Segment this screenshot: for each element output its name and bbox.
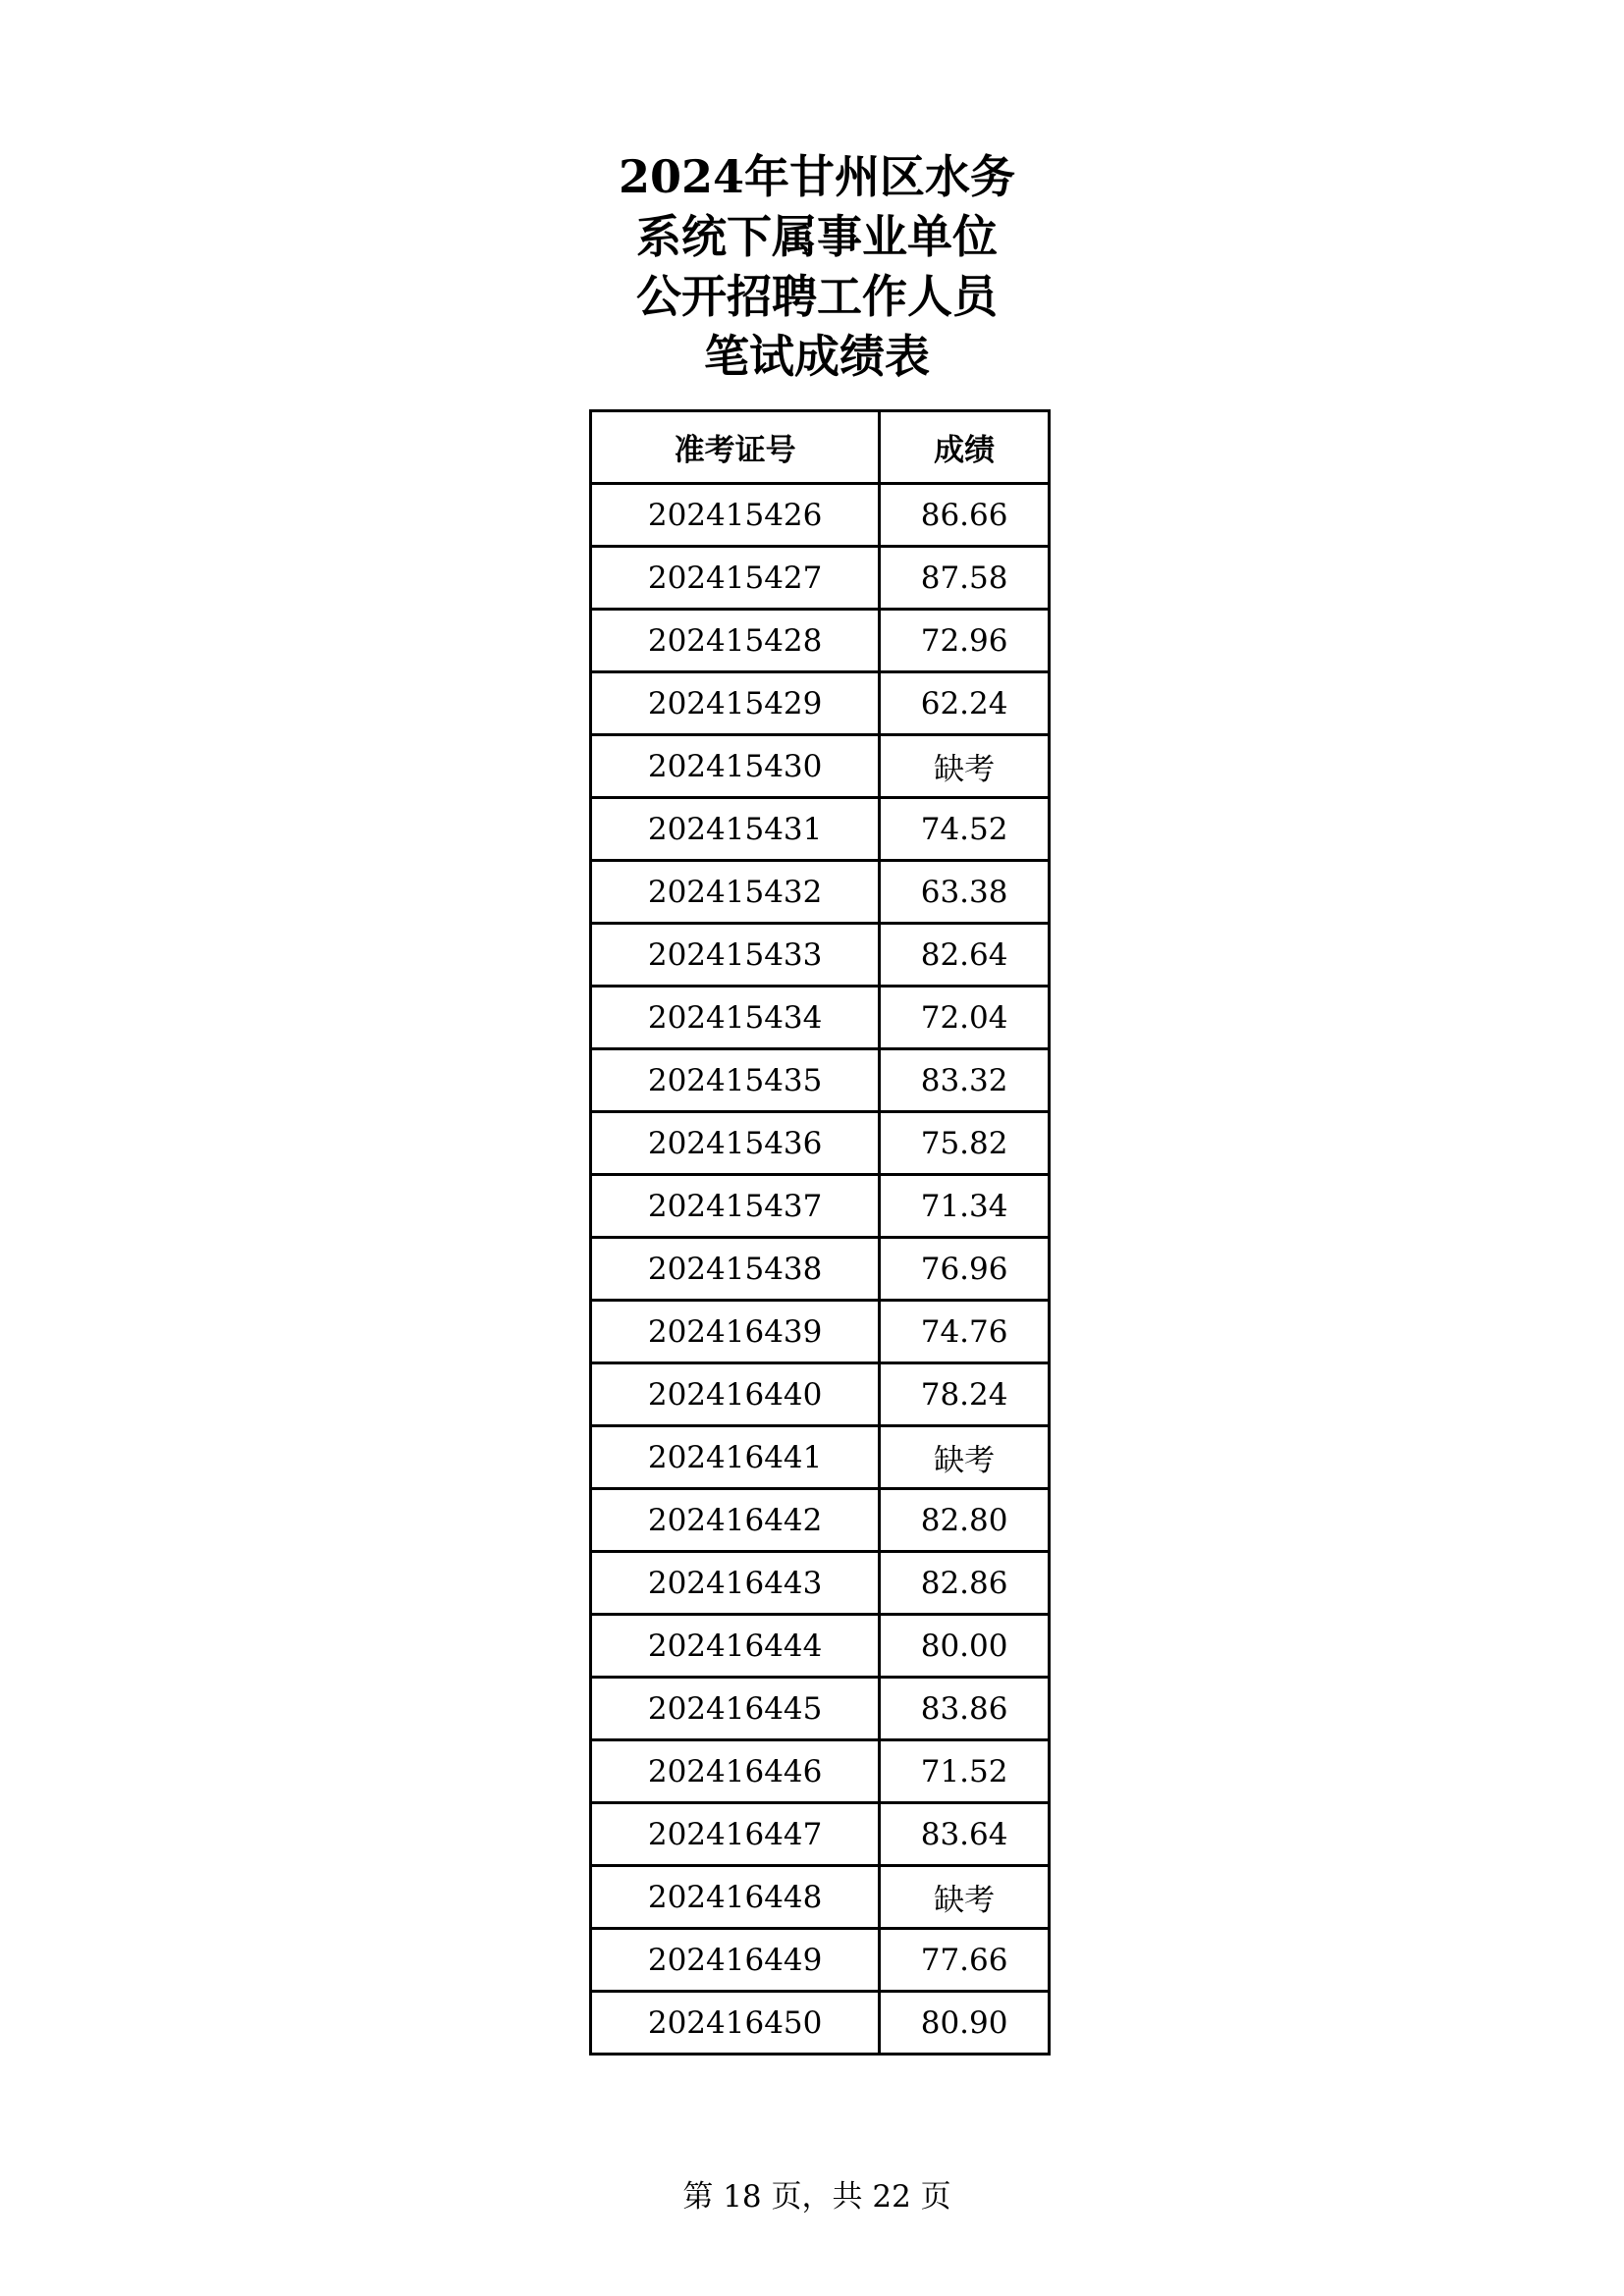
- title-line-2: 系统下属事业单位: [636, 210, 998, 263]
- table-row: [591, 1363, 1050, 1426]
- exam-id-cell: 202416444: [591, 1615, 880, 1678]
- score-cell: 83.32: [880, 1049, 1050, 1112]
- title-line-3: 公开招聘工作人员: [636, 270, 998, 323]
- score-cell: 63.38: [880, 861, 1050, 924]
- exam-id-cell: 202416442: [591, 1489, 880, 1552]
- title-line-4: 笔试成绩表: [704, 330, 930, 383]
- score-cell: 74.52: [880, 798, 1050, 861]
- table-row: [591, 1992, 1050, 2055]
- page-title: [0, 147, 1624, 387]
- table-row: [591, 672, 1050, 735]
- exam-id-cell: 202416446: [591, 1740, 880, 1803]
- table-row: [591, 1866, 1050, 1929]
- table-row: [591, 1740, 1050, 1803]
- exam-id-cell: 202416450: [591, 1992, 880, 2055]
- table-row: [591, 1803, 1050, 1866]
- exam-id-cell: 202415434: [591, 987, 880, 1049]
- exam-id-cell: 202416443: [591, 1552, 880, 1615]
- page-number: 第 18 页，共 22 页: [682, 2179, 951, 2215]
- score-cell: 71.52: [880, 1740, 1050, 1803]
- exam-id-cell: 202415431: [591, 798, 880, 861]
- exam-id-cell: 202415428: [591, 610, 880, 672]
- exam-id-cell: 202415432: [591, 861, 880, 924]
- table-row: [591, 735, 1050, 798]
- score-cell: 72.04: [880, 987, 1050, 1049]
- table-row: [591, 1049, 1050, 1112]
- exam-id-cell: 202416449: [591, 1929, 880, 1992]
- table-row: [591, 1678, 1050, 1740]
- exam-id-cell: 202415429: [591, 672, 880, 735]
- exam-id-cell: 202415438: [591, 1238, 880, 1301]
- table-row: [591, 1112, 1050, 1175]
- score-cell: 缺考: [880, 1866, 1050, 1929]
- header-score: 成绩: [880, 411, 1050, 484]
- table-row: [591, 861, 1050, 924]
- table-row: [591, 1301, 1050, 1363]
- exam-id-cell: 202415436: [591, 1112, 880, 1175]
- exam-id-cell: 202415426: [591, 484, 880, 547]
- exam-id-cell: 202415437: [591, 1175, 880, 1238]
- table-row: [591, 924, 1050, 987]
- table-row: [591, 1552, 1050, 1615]
- table-row: [591, 1238, 1050, 1301]
- exam-id-cell: 202415430: [591, 735, 880, 798]
- table-row: [591, 987, 1050, 1049]
- exam-id-cell: 202415427: [591, 547, 880, 610]
- exam-id-cell: 202415433: [591, 924, 880, 987]
- score-cell: 缺考: [880, 1426, 1050, 1489]
- exam-id-cell: 202416445: [591, 1678, 880, 1740]
- exam-id-cell: 202416440: [591, 1363, 880, 1426]
- exam-id-cell: 202416441: [591, 1426, 880, 1489]
- exam-id-cell: 202416439: [591, 1301, 880, 1363]
- exam-id-cell: 202416447: [591, 1803, 880, 1866]
- header-exam-id: 准考证号: [591, 411, 880, 484]
- table-body: [591, 484, 1050, 2055]
- score-cell: 77.66: [880, 1929, 1050, 1992]
- score-cell: 82.80: [880, 1489, 1050, 1552]
- title-line-1: 2024年甘州区水务: [618, 150, 1016, 203]
- table-row: [591, 547, 1050, 610]
- exam-id-cell: 202416448: [591, 1866, 880, 1929]
- score-cell: 80.90: [880, 1992, 1050, 2055]
- score-cell: 62.24: [880, 672, 1050, 735]
- score-cell: 76.96: [880, 1238, 1050, 1301]
- score-cell: 83.86: [880, 1678, 1050, 1740]
- score-cell: 缺考: [880, 735, 1050, 798]
- score-cell: 82.86: [880, 1552, 1050, 1615]
- score-cell: 83.64: [880, 1803, 1050, 1866]
- score-cell: 80.00: [880, 1615, 1050, 1678]
- score-cell: 86.66: [880, 484, 1050, 547]
- table-row: [591, 1929, 1050, 1992]
- exam-id-cell: 202415435: [591, 1049, 880, 1112]
- score-cell: 74.76: [880, 1301, 1050, 1363]
- table-row: [591, 484, 1050, 547]
- table-row: [591, 1615, 1050, 1678]
- score-table: [589, 409, 1051, 2056]
- table-row: [591, 1175, 1050, 1238]
- table-row: [591, 610, 1050, 672]
- table-row: [591, 1489, 1050, 1552]
- score-cell: 75.82: [880, 1112, 1050, 1175]
- table-header-row: [591, 411, 1050, 484]
- table-row: [591, 1426, 1050, 1489]
- table-row: [591, 798, 1050, 861]
- score-cell: 78.24: [880, 1363, 1050, 1426]
- score-cell: 82.64: [880, 924, 1050, 987]
- score-cell: 72.96: [880, 610, 1050, 672]
- score-cell: 71.34: [880, 1175, 1050, 1238]
- score-cell: 87.58: [880, 547, 1050, 610]
